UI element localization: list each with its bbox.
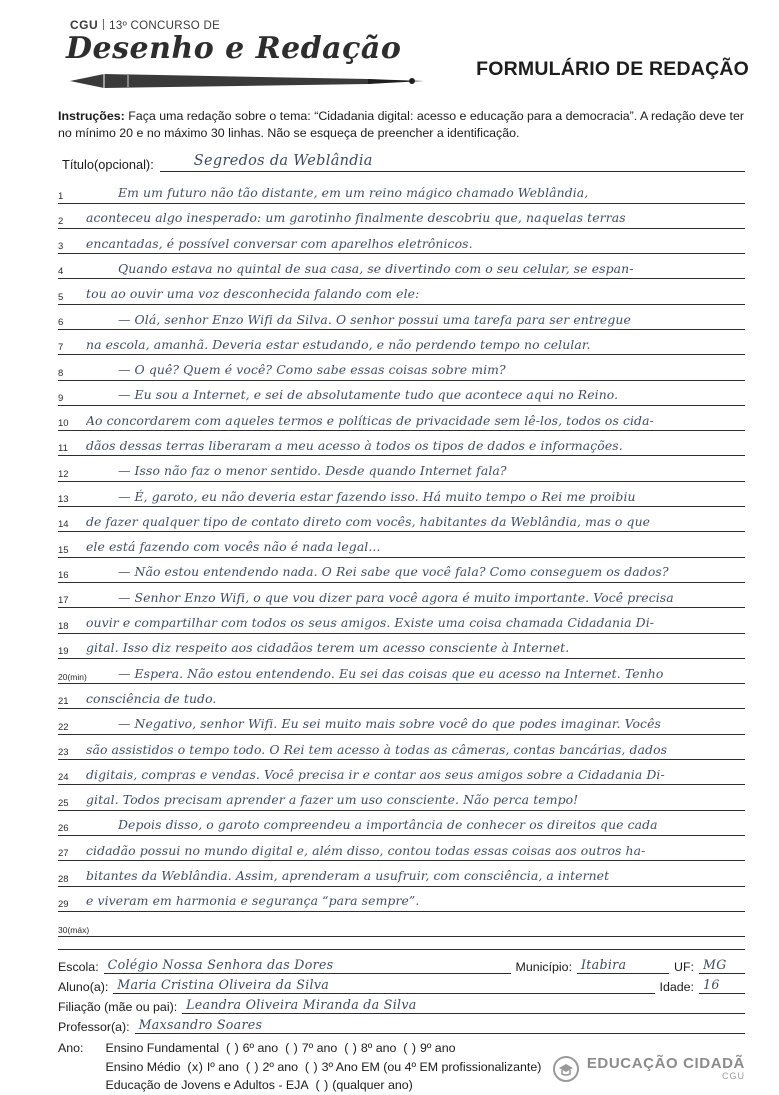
line-number: 26 bbox=[58, 822, 69, 834]
ano-option[interactable] bbox=[239, 1060, 298, 1074]
checkbox-icon[interactable]: ( ) bbox=[226, 1041, 240, 1056]
aluno-label: Aluno(a): bbox=[58, 980, 109, 995]
ano-row bbox=[105, 1039, 541, 1058]
line-handwritten-text: bitantes da Weblândia. Assim, aprenderam a usufruir, com consciência, a internet bbox=[86, 868, 610, 884]
ano-option-label: 6º ano bbox=[242, 1041, 279, 1056]
line-number: 15 bbox=[58, 544, 69, 556]
title-input[interactable] bbox=[160, 153, 745, 172]
ano-option-label: (qualquer ano) bbox=[332, 1078, 413, 1093]
line-number: 17 bbox=[58, 595, 69, 607]
line-number: 25 bbox=[58, 797, 69, 809]
line-handwritten-text: — Senhor Enzo Wifi, o que vou dizer para você agora é muito importante. Você precisa bbox=[118, 589, 674, 605]
redacao-form-page bbox=[0, 14, 779, 1094]
essay-lines bbox=[58, 178, 745, 937]
line-number: 8 bbox=[58, 367, 64, 379]
cgu-acronym: CGU bbox=[70, 18, 99, 32]
line-handwritten-text: encantadas, é possível conversar com aparelhos eletrônicos. bbox=[86, 235, 473, 251]
line-handwritten-text: de fazer qualquer tipo de contato direto com vocês, habitantes da Weblândia, mas o que bbox=[86, 513, 651, 529]
filiacao-row bbox=[58, 996, 745, 1014]
instructions-prefix: Instruções: bbox=[58, 109, 125, 123]
ano-option-label: 9º ano bbox=[419, 1041, 456, 1056]
professor-value: Maxsandro Soares bbox=[138, 1017, 263, 1033]
ano-row bbox=[105, 1058, 541, 1077]
ano-option[interactable] bbox=[278, 1041, 337, 1055]
ano-option[interactable] bbox=[337, 1041, 396, 1055]
brand-title: EDUCAÇÃO CIDADÃ bbox=[586, 1055, 745, 1073]
line-number: 6 bbox=[58, 317, 64, 328]
line-handwritten-text: — Negativo, senhor Wifi. Eu sei muito mais sobre você do que podes imaginar. Vocês bbox=[118, 716, 661, 732]
checkbox-icon[interactable]: ( ) bbox=[344, 1041, 358, 1056]
line-number: 19 bbox=[58, 645, 69, 657]
essay-line[interactable] bbox=[58, 254, 745, 279]
aluno-input[interactable] bbox=[113, 978, 654, 994]
checkbox-icon[interactable]: ( ) bbox=[403, 1041, 417, 1056]
line-handwritten-text: gital. Todos precisam aprender a fazer um uso consciente. Não perca tempo! bbox=[86, 792, 579, 808]
line-number: 23 bbox=[58, 747, 69, 759]
essay-line[interactable] bbox=[58, 482, 745, 507]
idade-value: 16 bbox=[703, 977, 720, 993]
line-number: 9 bbox=[58, 392, 64, 404]
line-handwritten-text: — Eu sou a Internet, e sei de absolutamente tudo que acontece aqui no Reino. bbox=[118, 387, 619, 403]
line-number: 11 bbox=[58, 443, 68, 455]
checkbox-icon[interactable]: ( ) bbox=[245, 1059, 260, 1074]
essay-line[interactable] bbox=[58, 204, 745, 229]
line-number: 10 bbox=[58, 418, 69, 430]
ano-option-label: 8º ano bbox=[360, 1041, 397, 1056]
essay-line[interactable] bbox=[58, 406, 745, 431]
line-number: 12 bbox=[58, 468, 69, 480]
ano-option-label: 2º ano bbox=[262, 1059, 299, 1074]
uf-label: UF: bbox=[674, 960, 694, 975]
line-number: 7 bbox=[58, 342, 64, 354]
essay-line[interactable] bbox=[58, 912, 745, 937]
contest-edition: 13º CONCURSO DE bbox=[109, 20, 221, 32]
form-type-label: FORMULÁRIO DE REDAÇÃO bbox=[476, 58, 749, 80]
line-handwritten-text: Em um futuro não tão distante, em um reino mágico chamado Weblândia, bbox=[118, 185, 589, 201]
line-number: 14 bbox=[58, 519, 69, 531]
ano-option[interactable] bbox=[396, 1041, 455, 1055]
ano-option-label: Iº ano bbox=[206, 1059, 239, 1074]
ano-option-label: 3º Ano EM (ou 4º EM profissionalizante) bbox=[321, 1059, 542, 1074]
professor-row bbox=[58, 1016, 745, 1034]
ano-option[interactable] bbox=[219, 1041, 278, 1055]
ano-level-label: Ensino Fundamental bbox=[105, 1041, 220, 1056]
title-field-row bbox=[62, 153, 745, 172]
essay-line[interactable] bbox=[58, 659, 745, 684]
line-number: 13 bbox=[58, 494, 69, 506]
ano-option[interactable] bbox=[298, 1060, 541, 1074]
logo-divider bbox=[103, 19, 104, 30]
idade-label: Idade: bbox=[659, 980, 694, 995]
essay-line[interactable] bbox=[58, 634, 745, 659]
line-number: 2 bbox=[58, 215, 64, 227]
line-number: 27 bbox=[58, 848, 69, 860]
escola-input[interactable] bbox=[104, 958, 511, 974]
cgu-logo bbox=[70, 18, 220, 32]
ano-option-label: 7º ano bbox=[301, 1041, 338, 1056]
essay-line[interactable] bbox=[58, 507, 745, 532]
line-handwritten-text: cidadão possui no mundo digital e, além disso, contou todas essas coisas aos outros ha- bbox=[86, 842, 646, 858]
essay-line[interactable] bbox=[58, 887, 745, 912]
filiacao-value: Leandra Oliveira Miranda da Silva bbox=[186, 997, 417, 1013]
ano-option[interactable] bbox=[309, 1078, 413, 1092]
essay-line[interactable] bbox=[58, 709, 745, 734]
form-header bbox=[62, 14, 749, 100]
ano-level-label: Ensino Médio bbox=[105, 1059, 181, 1074]
line-handwritten-text: — Olá, senhor Enzo Wifi da Silva. O senhor possui uma tarefa para ser entregue bbox=[118, 311, 631, 327]
line-number: 24 bbox=[58, 772, 69, 784]
line-handwritten-text: dãos dessas terras liberaram a meu acesso à todos os tipos de dados e informações. bbox=[86, 437, 623, 453]
essay-line[interactable] bbox=[58, 684, 745, 709]
checkbox-icon[interactable]: ( ) bbox=[315, 1078, 329, 1093]
escola-row bbox=[58, 956, 745, 974]
essay-line[interactable] bbox=[58, 381, 745, 406]
essay-line[interactable] bbox=[58, 583, 745, 608]
ano-option-rows bbox=[105, 1039, 541, 1095]
contest-title: Desenho e Redação bbox=[66, 31, 402, 66]
essay-line[interactable] bbox=[58, 760, 745, 785]
line-number: 20(min) bbox=[58, 672, 87, 683]
line-handwritten-text: gital. Isso diz respeito aos cidadãos terem um acesso consciente à Internet. bbox=[86, 640, 570, 656]
brand-subtitle: CGU bbox=[722, 1071, 745, 1082]
line-number: 22 bbox=[58, 721, 69, 733]
essay-line[interactable] bbox=[58, 431, 745, 456]
idade-input[interactable] bbox=[699, 978, 745, 994]
filiacao-label: Filiação (mãe ou pai): bbox=[58, 1000, 178, 1015]
line-number: 29 bbox=[58, 898, 69, 910]
line-number: 5 bbox=[58, 291, 64, 303]
uf-value: MG bbox=[703, 957, 727, 973]
education-badge-icon bbox=[553, 1056, 579, 1082]
line-number: 3 bbox=[58, 241, 64, 253]
checkbox-icon[interactable]: ( ) bbox=[304, 1059, 319, 1074]
line-handwritten-text: e viveram em harmonia e segurança “para sempre”. bbox=[86, 893, 420, 909]
line-number: 21 bbox=[58, 696, 69, 708]
checkbox-icon[interactable]: ( ) bbox=[285, 1041, 299, 1056]
line-handwritten-text: ouvir e compartilhar com todos os seus amigos. Existe uma coisa chamada Cidadania Di- bbox=[86, 615, 655, 631]
escola-value: Colégio Nossa Senhora das Dores bbox=[107, 957, 334, 973]
ano-row bbox=[105, 1076, 541, 1095]
essay-line[interactable] bbox=[58, 178, 745, 203]
line-handwritten-text: Depois disso, o garoto compreendeu a importância de conhecer os direitos que cada bbox=[118, 817, 658, 833]
line-handwritten-text: são assistidos o tempo todo. O Rei tem acesso à todas as câmeras, contas bancárias, dados bbox=[86, 741, 668, 757]
brand-text bbox=[587, 1056, 745, 1081]
essay-line[interactable] bbox=[58, 330, 745, 355]
line-handwritten-text: consciência de tudo. bbox=[86, 690, 217, 706]
line-handwritten-text: — Não estou entendendo nada. O Rei sabe que você fala? Como conseguem os dados? bbox=[118, 564, 669, 580]
instructions-text: Faça uma redação sobre o tema: “Cidadania digital: acesso e educação para a democracia”. A redação deve ter no mínimo 20 e no máximo 30 linhas. Não se esqueça de preencher a identificação. bbox=[58, 109, 745, 141]
line-number: 4 bbox=[58, 266, 64, 278]
line-handwritten-text: Quando estava no quintal de sua casa, se divertindo com o seu celular, se espan- bbox=[118, 260, 634, 276]
line-number: 18 bbox=[58, 620, 69, 632]
municipio-input[interactable] bbox=[577, 958, 669, 974]
pencil-decoration bbox=[68, 70, 424, 90]
line-handwritten-text: — Isso não faz o menor sentido. Desde quando Internet fala? bbox=[118, 463, 507, 479]
essay-line[interactable] bbox=[58, 735, 745, 760]
line-handwritten-text: na escola, amanhã. Deveria estar estudando, e não perdendo tempo no celular. bbox=[86, 336, 591, 352]
line-number: 28 bbox=[58, 873, 69, 885]
ano-label: Ano: bbox=[58, 1041, 84, 1056]
line-handwritten-text: aconteceu algo inesperado: um garotinho finalmente descobriu que, naquelas terras bbox=[86, 210, 626, 226]
essay-line[interactable] bbox=[58, 279, 745, 304]
essay-line[interactable] bbox=[58, 532, 745, 557]
line-handwritten-text: — O quê? Quem é você? Como sabe essas coisas sobre mim? bbox=[118, 362, 506, 378]
checkbox-icon[interactable]: (x) bbox=[187, 1059, 204, 1074]
essay-line[interactable] bbox=[58, 355, 745, 380]
line-handwritten-text: — É, garoto, eu não deveria estar fazendo isso. Há muito tempo o Rei me proibiu bbox=[118, 488, 636, 504]
ano-level-label: Educação de Jovens e Adultos - EJA bbox=[105, 1078, 309, 1093]
essay-line[interactable] bbox=[58, 836, 745, 861]
essay-line[interactable] bbox=[58, 785, 745, 810]
aluno-value: Maria Cristina Oliveira da Silva bbox=[117, 977, 330, 993]
line-number: 16 bbox=[58, 569, 69, 581]
essay-line[interactable] bbox=[58, 229, 745, 254]
title-field-label: Título(opcional): bbox=[62, 157, 154, 173]
filiacao-input[interactable] bbox=[182, 998, 745, 1014]
brand-footer bbox=[553, 1056, 745, 1082]
essay-line[interactable] bbox=[58, 811, 745, 836]
line-handwritten-text: Ao concordarem com aqueles termos e políticas de privacidade sem lê-los, todos os cida- bbox=[86, 412, 654, 428]
title-handwritten-value: Segredos da Weblândia bbox=[193, 153, 373, 170]
municipio-label: Município: bbox=[515, 960, 573, 975]
aluno-row bbox=[58, 976, 745, 994]
escola-label: Escola: bbox=[58, 960, 99, 975]
line-number: 1 bbox=[58, 190, 64, 202]
uf-input[interactable] bbox=[699, 958, 745, 974]
instructions-block bbox=[58, 108, 745, 142]
line-handwritten-text: — Espera. Não estou entendendo. Eu sei das coisas que eu acesso na Internet. Tenho bbox=[118, 665, 664, 681]
essay-line[interactable] bbox=[58, 608, 745, 633]
line-handwritten-text: digitais, compras e vendas. Você precisa ir e contar aos seus amigos sobre a Cidadania Di- bbox=[86, 766, 665, 782]
essay-line[interactable] bbox=[58, 558, 745, 583]
essay-line[interactable] bbox=[58, 861, 745, 886]
professor-label: Professor(a): bbox=[58, 1020, 130, 1035]
essay-line[interactable] bbox=[58, 305, 745, 330]
essay-line[interactable] bbox=[58, 456, 745, 481]
professor-input[interactable] bbox=[135, 1018, 745, 1034]
line-number: 30(máx) bbox=[58, 925, 90, 936]
line-handwritten-text: tou ao ouvir uma voz desconhecida falando com ele: bbox=[86, 286, 420, 302]
line-handwritten-text: ele está fazendo com vocês não é nada legal... bbox=[86, 539, 381, 555]
municipio-value: Itabira bbox=[581, 957, 627, 973]
ano-option[interactable] bbox=[181, 1060, 239, 1074]
